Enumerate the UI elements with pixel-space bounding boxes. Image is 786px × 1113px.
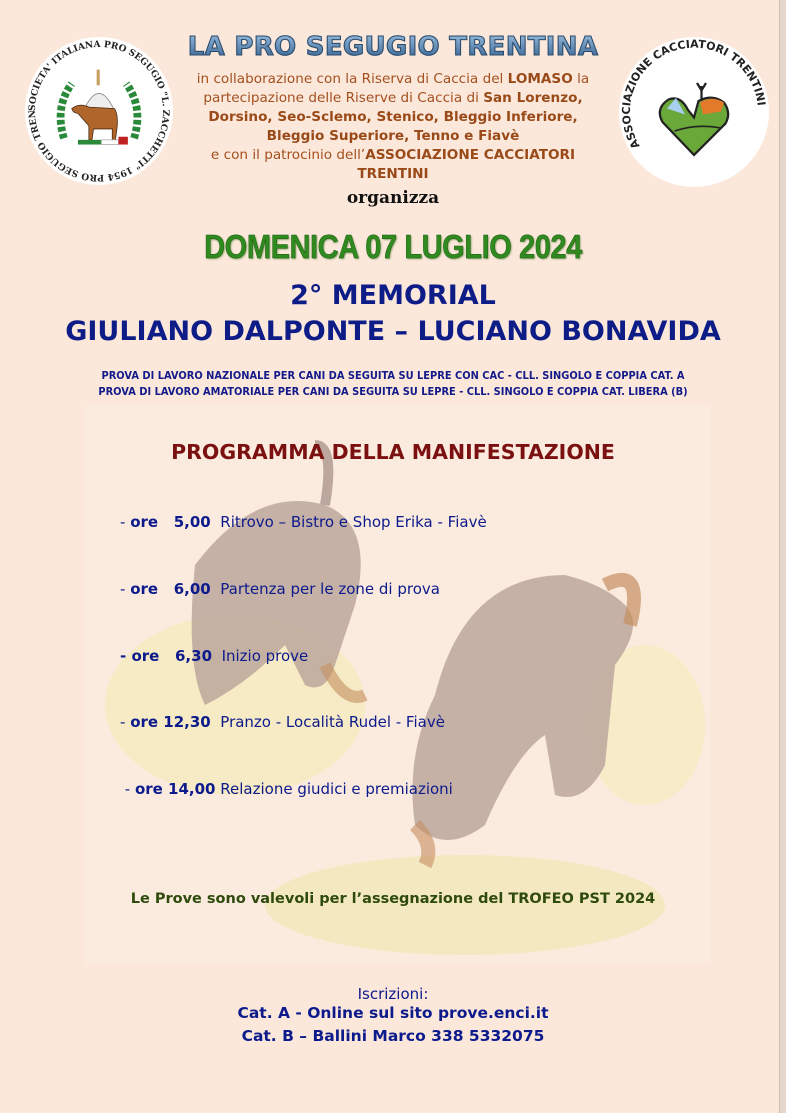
memorial-names: GIULIANO DALPONTE – LUCIANO BONAVIDA	[65, 316, 721, 347]
dash: -	[120, 647, 132, 665]
dash: -	[120, 713, 131, 731]
schedule-item	[120, 713, 445, 731]
collab-lomaso: LOMASO	[507, 71, 573, 87]
programma-title: PROGRAMMA DELLA MANIFESTAZIONE	[171, 440, 615, 464]
pro-segugio-logo	[24, 36, 174, 190]
schedule-text: Relazione giudici e premiazioni	[220, 780, 453, 798]
schedule-time: ore 6,00	[130, 580, 211, 598]
page-edge	[779, 0, 786, 1113]
organizer-title: LA PRO SEGUGIO TRENTINA	[182, 32, 604, 62]
schedule-item	[120, 780, 453, 798]
dash: -	[120, 513, 131, 531]
schedule-item	[120, 647, 308, 665]
collab-text: e con il patrocinio dell’	[210, 147, 366, 163]
prova-amatoriale: PROVA DI LAVORO AMATORIALE PER CANI DA SEGUITA SU LEPRE - CLL. SINGOLO E COPPIA CAT. LIBERA (B)	[98, 386, 688, 398]
dash: -	[120, 780, 135, 798]
collab-act: ASSOCIAZIONE CACCIATORI TRENTINI	[357, 147, 576, 182]
memorial-title: 2° MEMORIAL	[290, 280, 496, 311]
iscrizioni-cat-b: Cat. B – Ballini Marco 338 5332075	[241, 1027, 545, 1045]
left-logo-text: SOCIETA' ITALIANA PRO SEGUGIO "L. ZACCHETTI" 1954 PRO SEGUGIO TREN	[27, 39, 171, 183]
schedule-time: ore 5,00	[130, 513, 211, 531]
schedule-item	[120, 513, 487, 531]
collab-riserve: San Lorenzo, Dorsino, Seo-Sclemo, Stenico, Bleggio Inferiore, Bleggio Superiore, Tenno e Fiavè	[208, 90, 583, 144]
prova-nazionale: PROVA DI LAVORO NAZIONALE PER CANI DA SEGUITA SU LEPRE CON CAC - CLL. SINGOLO E COPPIA CAT. A	[101, 370, 685, 382]
schedule-text: Ritrovo – Bistro e Shop Erika - Fiavè	[220, 513, 487, 531]
collab-text: la partecipazione delle Riserve di Caccia di	[203, 71, 590, 106]
right-logo-text: ASSOCIAZIONE CACCIATORI TRENTINI	[619, 37, 768, 151]
trofeo-note: Le Prove sono valevoli per l’assegnazione del TROFEO PST 2024	[130, 891, 656, 907]
collab-text: in collaborazione con la Riserva di Caccia del	[196, 71, 508, 87]
schedule-text: Pranzo - Località Rudel - Fiavè	[220, 713, 445, 731]
organizza-text: organizza	[346, 188, 440, 208]
schedule-time: ore 6,30	[131, 647, 213, 665]
schedule-item	[120, 580, 440, 598]
collaboration-text	[182, 70, 604, 184]
associazione-cacciatori-logo	[618, 36, 770, 192]
schedule-text: Inizio prove	[221, 647, 309, 665]
schedule-time: ore 14,00	[134, 780, 216, 798]
iscrizioni-cat-a: Cat. A - Online sul sito prove.enci.it	[237, 1004, 549, 1022]
dash: -	[120, 580, 131, 598]
schedule-text: Partenza per le zone di prova	[220, 580, 440, 598]
event-date: DOMENICA 07 LUGLIO 2024	[204, 228, 582, 265]
schedule-time: ore 12,30	[130, 713, 211, 731]
hounds-illustration	[85, 405, 710, 965]
iscrizioni-label: Iscrizioni:	[357, 985, 429, 1003]
